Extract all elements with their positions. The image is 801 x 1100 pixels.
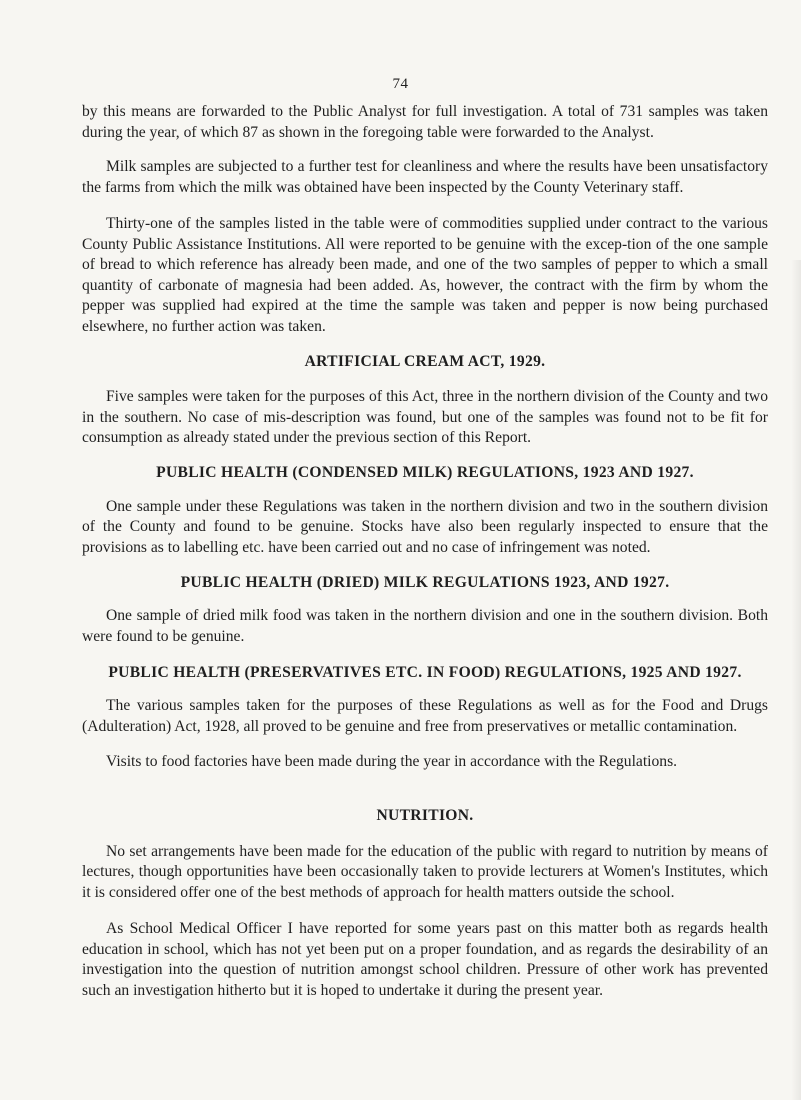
paragraph-text: One sample under these Regulations was taken in the northern division and two in the southern division of the County and found to be genuine. Stocks have also been regularly inspected to ensure that the provisions as to labelling etc. have been carried out and no case of infringement was noted. (82, 497, 768, 556)
heading-dried-milk-regulations: PUBLIC HEALTH (DRIED) MILK REGULATIONS 1923, AND 1927. (180, 574, 670, 591)
paragraph-food-factories (82, 752, 768, 773)
paragraph-text: Visits to food factories have been made during the year in accordance with the Regulations. (106, 753, 678, 770)
heading-preservatives-regulations: PUBLIC HEALTH (PRESERVATIVES ETC. IN FOOD) REGULATIONS, 1925 AND 1927. (108, 664, 742, 681)
heading-nutrition: NUTRITION. (376, 806, 474, 824)
paragraph-condensed-milk (82, 497, 768, 559)
paragraph-artificial-cream (82, 387, 768, 449)
paragraph-text: Thirty-one of the samples listed in the table were of commodities supplied under contract to the various County Public Assistance Institutions. All were reported to be genuine with the excep-tion of the one sample of bread to which reference has already been made, and one of the two samples of pepper to which a small quantity of carbonate of magnesia had been added. As, however, the contract with the firm by whom the pepper was supplied had expired at the time the sample was taken and pepper is now being purchased elsewhere, no further action was taken. (82, 215, 768, 335)
paragraph-milk-cleanliness (82, 157, 768, 198)
heading-condensed-milk-regulations: PUBLIC HEALTH (CONDENSED MILK) REGULATIONS, 1923 AND 1927. (156, 463, 694, 481)
paragraph-text: Milk samples are subjected to a further test for cleanliness and where the results have been unsatisfactory the farms from which the milk was obtained have been inspected by the County Veterinary staff. (82, 158, 768, 196)
paragraph-nutrition-education (82, 842, 768, 904)
paragraph-text: No set arrangements have been made for the education of the public with regard to nutrition by means of lectures, though opportunities have been occasionally taken to provide lecturers at Women's Institutes, which it is considered offer one of the best methods of approach for health matters outside the school. (82, 842, 768, 901)
paragraph-preservatives (82, 696, 768, 737)
page-edge-shadow (791, 260, 801, 1100)
paragraph-analyst-samples: by this means are forwarded to the Public Analyst for full investigation. A total of 731 samples was taken during the year, of which 87 as shown in the foregoing table were forwarded to the Analyst. (82, 103, 768, 141)
paragraph-dried-milk (82, 606, 768, 647)
paragraph-text: As School Medical Officer I have reported for some years past on this matter both as regards health education in school, which has not yet been put on a proper foundation, and as regards the desirability of an investigation into the question of nutrition amongst school children. Pressure of other work has prevented such an investigation hitherto but it is hoped to undertake it during the present year. (82, 920, 768, 999)
paragraph-text: The various samples taken for the purposes of these Regulations as well as for the Food and Drugs (Adulteration) Act, 1928, all proved to be genuine and free from preservatives or metallic contamination. (82, 697, 768, 735)
paragraph-text: Five samples were taken for the purposes of this Act, three in the northern division of the County and two in the southern. No case of mis-description was found, but one of the samples was found not to be fit for consumption as already stated under the previous section of this Report. (82, 388, 768, 446)
paragraph-text: One sample of dried milk food was taken in the northern division and one in the southern division. Both were found to be genuine. (82, 607, 768, 645)
paragraph-school-medical-officer (82, 919, 768, 1001)
page-number: 74 (392, 76, 409, 92)
heading-artificial-cream-act: ARTIFICIAL CREAM ACT, 1929. (304, 353, 546, 370)
paragraph-public-assistance-contracts (82, 214, 768, 337)
